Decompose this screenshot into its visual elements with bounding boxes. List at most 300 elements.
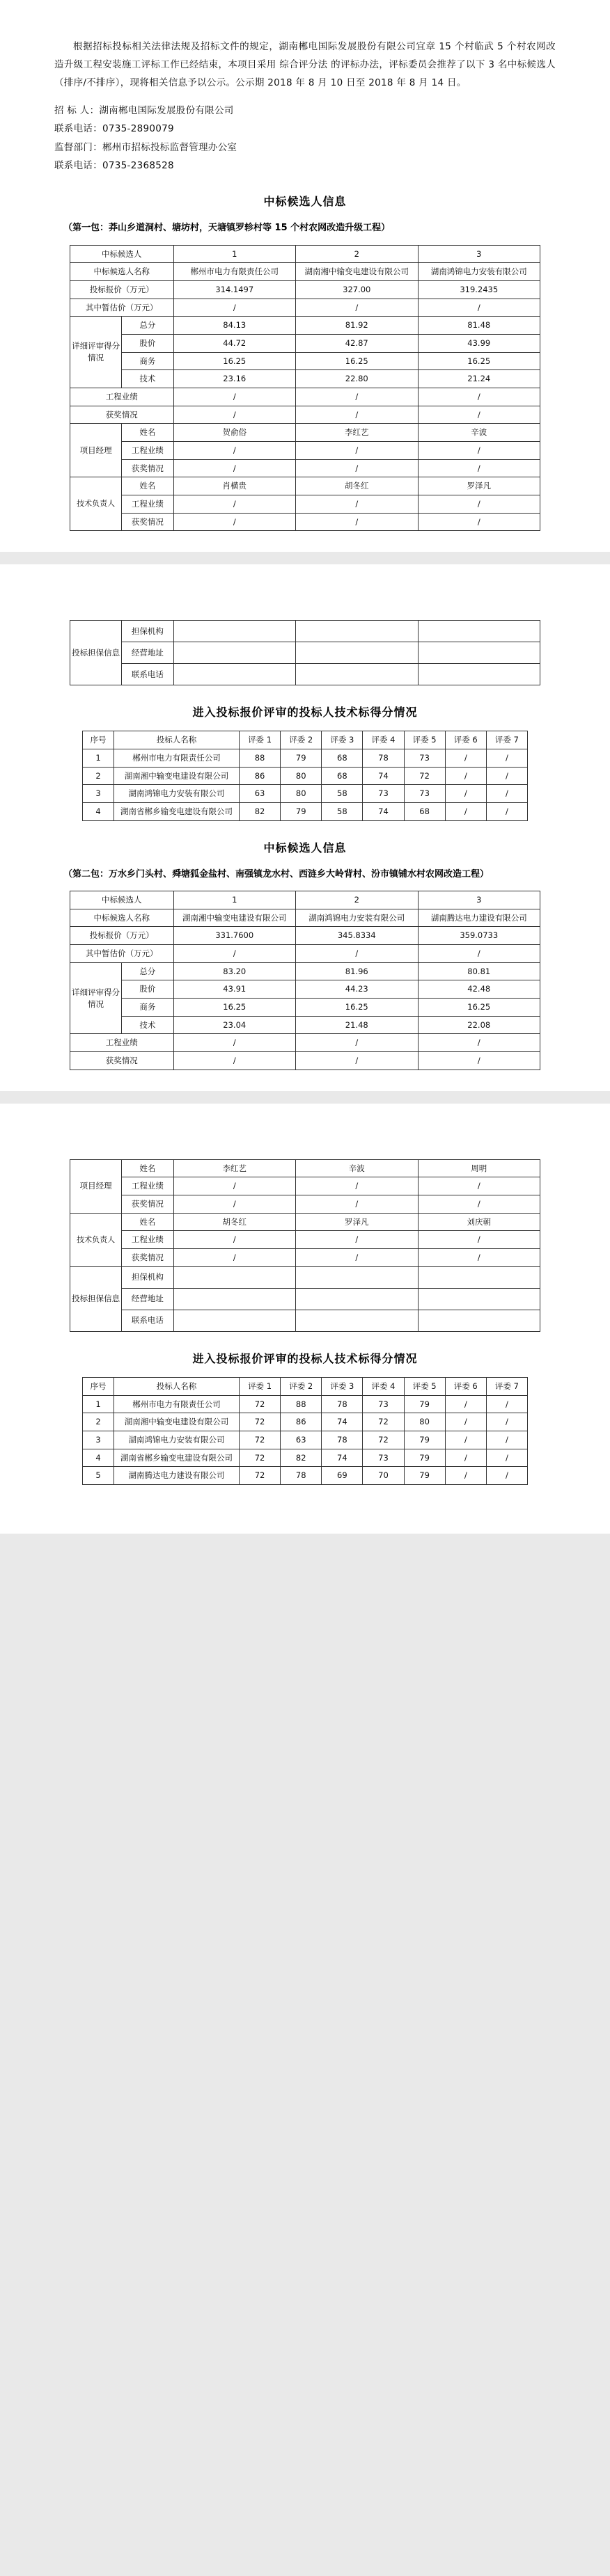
- row-value: /: [418, 388, 540, 406]
- row-value: /: [418, 1177, 540, 1195]
- score-cell: 72: [239, 1395, 280, 1413]
- row-label: 技术: [122, 370, 173, 388]
- col-header: 序号: [83, 1377, 114, 1395]
- rank-cell: 3: [418, 891, 540, 909]
- table-row: [70, 1159, 540, 1177]
- table-row: [70, 388, 540, 406]
- row-value: [296, 642, 419, 664]
- table-row: [70, 1266, 540, 1288]
- row-value: 43.99: [418, 334, 540, 352]
- candidate-table-2: [70, 891, 540, 1070]
- score-cell: /: [445, 785, 486, 803]
- table-row: [83, 1431, 528, 1449]
- row-value: /: [296, 1034, 419, 1052]
- score-cell: 78: [363, 749, 404, 768]
- row-label: 投标报价（万元）: [70, 280, 174, 299]
- row-label: 担保机构: [122, 1266, 173, 1288]
- score-cell: 78: [281, 1467, 322, 1485]
- row-label: 姓名: [122, 424, 173, 442]
- score-cell: 74: [322, 1449, 363, 1467]
- row-label: 经营地址: [122, 1288, 173, 1310]
- table-row: [70, 999, 540, 1017]
- score-cell: 72: [363, 1413, 404, 1431]
- bidder-name: 湖南湘中输变电建设有限公司: [114, 1413, 239, 1431]
- score-cell: /: [486, 785, 527, 803]
- row-value: /: [173, 1177, 296, 1195]
- score-cell: 74: [322, 1413, 363, 1431]
- score-section-title-1: 进入投标报价评审的投标人技术标得分情况: [192, 706, 418, 719]
- row-value: 81.96: [296, 962, 419, 980]
- table-row: [83, 767, 528, 785]
- row-value: [173, 621, 296, 642]
- table-row: [70, 1177, 540, 1195]
- col-header: 评委 2: [281, 731, 322, 749]
- col-header: 评委 7: [486, 1377, 527, 1395]
- row-value: /: [296, 1249, 419, 1267]
- row-value: 327.00: [296, 280, 419, 299]
- col-header: 评委 3: [322, 1377, 363, 1395]
- score-cell: 78: [322, 1431, 363, 1449]
- row-value: 331.7600: [173, 927, 296, 945]
- row-value: /: [173, 459, 296, 477]
- row-label: 总分: [122, 962, 173, 980]
- row-label: 联系电话: [122, 1310, 173, 1331]
- score-cell: 88: [239, 749, 280, 768]
- contact-line: 招 标 人：湖南郴电国际发展股份有限公司: [54, 104, 234, 116]
- score-table-1: [82, 731, 528, 820]
- col-header: 评委 1: [239, 731, 280, 749]
- row-value: [173, 1288, 296, 1310]
- row-value: /: [173, 1249, 296, 1267]
- rank-cell: 2: [296, 245, 419, 263]
- row-value: /: [173, 406, 296, 424]
- table-row: [70, 1288, 540, 1310]
- table-row: [83, 1467, 528, 1485]
- row-label: 联系电话: [122, 664, 173, 685]
- table-header-row: [83, 1377, 528, 1395]
- table-row: [83, 749, 528, 768]
- row-label: 工程业绩: [122, 495, 173, 513]
- tech-lead-group-label: 技术负责人: [70, 1213, 122, 1266]
- table-row: [70, 406, 540, 424]
- row-label: 中标候选人名称: [70, 909, 174, 927]
- row-value: 李红艺: [173, 1159, 296, 1177]
- col-header: 评委 3: [322, 731, 363, 749]
- score-cell: 69: [322, 1467, 363, 1485]
- row-label: 投标报价（万元）: [70, 927, 174, 945]
- project-manager-group-label: 项目经理: [70, 1159, 122, 1213]
- table-row: [70, 352, 540, 370]
- candidate-header-label: 中标候选人: [70, 245, 174, 263]
- score-cell: 80: [404, 1413, 445, 1431]
- guarantee-table-1: [70, 620, 540, 685]
- row-label: 工程业绩: [70, 1034, 174, 1052]
- score-cell: /: [486, 803, 527, 821]
- bidder-name: 湖南腾达电力建设有限公司: [114, 1467, 239, 1485]
- row-value: /: [173, 1034, 296, 1052]
- col-header: 投标人名称: [114, 731, 239, 749]
- score-cell: 79: [404, 1431, 445, 1449]
- row-label: 获奖情况: [70, 1052, 174, 1070]
- table-row: [70, 1310, 540, 1331]
- row-value: [418, 1266, 540, 1288]
- table-row: [70, 664, 540, 685]
- score-cell: 72: [239, 1413, 280, 1431]
- score-cell: 79: [404, 1449, 445, 1467]
- row-value: /: [296, 945, 419, 963]
- row-value: /: [418, 513, 540, 531]
- col-header: 评委 2: [281, 1377, 322, 1395]
- row-value: /: [418, 1195, 540, 1214]
- bidder-name: 湖南鸿锦电力安装有限公司: [114, 1431, 239, 1449]
- row-label: 总分: [122, 317, 173, 335]
- row-index: 2: [83, 1413, 114, 1431]
- bidder-name: 湖南鸿锦电力安装有限公司: [114, 785, 239, 803]
- rank-cell: 1: [173, 245, 296, 263]
- row-label: 其中暂估价（万元）: [70, 299, 174, 317]
- row-label: 工程业绩: [122, 441, 173, 459]
- table-row: [70, 334, 540, 352]
- score-cell: /: [486, 1431, 527, 1449]
- score-cell: 68: [404, 803, 445, 821]
- document-page-2: [0, 564, 610, 1090]
- table-row: [70, 370, 540, 388]
- table-row: [70, 513, 540, 531]
- guarantee-group-label: 投标担保信息: [70, 1266, 122, 1331]
- score-cell: /: [445, 1413, 486, 1431]
- score-cell: 68: [322, 767, 363, 785]
- row-value: /: [173, 299, 296, 317]
- row-value: /: [296, 441, 419, 459]
- row-index: 3: [83, 785, 114, 803]
- document-page-1: [0, 0, 610, 552]
- table-row: [70, 1052, 540, 1070]
- row-value: 湖南腾达电力建设有限公司: [418, 909, 540, 927]
- score-table-wrapper-1: [54, 731, 556, 820]
- row-label: 其中暂估价（万元）: [70, 945, 174, 963]
- score-cell: 82: [239, 803, 280, 821]
- row-value: [173, 1310, 296, 1331]
- guarantee-group-label: 投标担保信息: [70, 621, 122, 685]
- row-label: 获奖情况: [122, 459, 173, 477]
- col-header: 评委 4: [363, 1377, 404, 1395]
- row-value: 21.24: [418, 370, 540, 388]
- detail-score-group-label: 详细评审得分情况: [70, 962, 122, 1034]
- row-value: 湖南鸿锦电力安装有限公司: [418, 263, 540, 281]
- score-cell: /: [445, 749, 486, 768]
- row-index: 1: [83, 1395, 114, 1413]
- table-row: [70, 459, 540, 477]
- personnel-table-wrapper-2: [54, 1159, 556, 1332]
- row-value: 42.48: [418, 980, 540, 999]
- row-value: 359.0733: [418, 927, 540, 945]
- row-value: [418, 621, 540, 642]
- row-value: 李红艺: [296, 424, 419, 442]
- row-value: 湖南湘中输变电建设有限公司: [173, 909, 296, 927]
- row-value: 16.25: [173, 999, 296, 1017]
- row-value: [418, 642, 540, 664]
- table-row: [70, 642, 540, 664]
- table-row: [70, 621, 540, 642]
- score-cell: /: [486, 1467, 527, 1485]
- table-row: [83, 803, 528, 821]
- table-row: [83, 785, 528, 803]
- row-value: [173, 642, 296, 664]
- row-label: 中标候选人名称: [70, 263, 174, 281]
- row-label: 姓名: [122, 1213, 173, 1231]
- row-index: 5: [83, 1467, 114, 1485]
- detail-score-group-label: 详细评审得分情况: [70, 317, 122, 388]
- score-cell: 86: [239, 767, 280, 785]
- col-header: 评委 7: [486, 731, 527, 749]
- row-value: /: [173, 388, 296, 406]
- row-index: 4: [83, 1449, 114, 1467]
- row-value: 83.20: [173, 962, 296, 980]
- row-value: [296, 664, 419, 685]
- row-value: [173, 664, 296, 685]
- table-row: [70, 1195, 540, 1214]
- score-cell: 73: [404, 749, 445, 768]
- row-value: 辛波: [296, 1159, 419, 1177]
- score-cell: 68: [322, 749, 363, 768]
- score-cell: 72: [239, 1467, 280, 1485]
- row-value: /: [296, 513, 419, 531]
- row-index: 2: [83, 767, 114, 785]
- row-label: 工程业绩: [70, 388, 174, 406]
- col-header: 评委 5: [404, 731, 445, 749]
- score-section-title-2: 进入投标报价评审的投标人技术标得分情况: [192, 1351, 418, 1365]
- score-cell: /: [486, 1413, 527, 1431]
- row-value: 43.91: [173, 980, 296, 999]
- row-value: 16.25: [296, 352, 419, 370]
- score-cell: 79: [281, 803, 322, 821]
- row-value: /: [173, 1195, 296, 1214]
- project-manager-group-label: 项目经理: [70, 424, 122, 477]
- bidder-name: 湖南省郴乡输变电建设有限公司: [114, 803, 239, 821]
- score-cell: /: [445, 767, 486, 785]
- col-header: 序号: [83, 731, 114, 749]
- page-separator: [0, 1091, 610, 1104]
- guarantee-table-wrapper-1: [54, 620, 556, 685]
- score-cell: /: [445, 803, 486, 821]
- page-separator: [0, 552, 610, 564]
- row-label: 获奖情况: [70, 406, 174, 424]
- col-header: 投标人名称: [114, 1377, 239, 1395]
- row-label: 获奖情况: [122, 513, 173, 531]
- col-header: 评委 1: [239, 1377, 280, 1395]
- contact-line: 监督部门：郴州市招标投标监督管理办公室: [54, 141, 237, 153]
- package-subtitle: （第一包：莽山乡道洞村、塘坊村，天塘镇罗轸村等 15 个村农网改造升级工程）: [63, 223, 391, 234]
- row-value: 80.81: [418, 962, 540, 980]
- bidder-name: 湖南省郴乡输变电建设有限公司: [114, 1449, 239, 1467]
- score-table-wrapper-2: [54, 1377, 556, 1485]
- row-value: /: [296, 388, 419, 406]
- row-value: /: [296, 495, 419, 513]
- row-value: /: [296, 1052, 419, 1070]
- row-value: /: [418, 299, 540, 317]
- row-value: /: [173, 513, 296, 531]
- row-value: /: [418, 945, 540, 963]
- row-value: [296, 621, 419, 642]
- score-cell: 73: [363, 1395, 404, 1413]
- bidder-name: 湖南湘中输变电建设有限公司: [114, 767, 239, 785]
- row-value: 湖南湘中输变电建设有限公司: [296, 263, 419, 281]
- table-row: [70, 1016, 540, 1034]
- row-value: [296, 1288, 419, 1310]
- table-row: [83, 1395, 528, 1413]
- row-value: 16.25: [296, 999, 419, 1017]
- bidder-name: 郴州市电力有限责任公司: [114, 749, 239, 768]
- row-value: 345.8334: [296, 927, 419, 945]
- personnel-table-2: [70, 1159, 540, 1332]
- row-value: /: [296, 299, 419, 317]
- package-subtitle-2: （第二包：万水乡门头村、舜塘狐金盐村、南强镇龙水村、西涟乡大岭背村、汾市镇铺水村农网改造工程）: [63, 868, 490, 880]
- score-cell: 72: [239, 1449, 280, 1467]
- row-index: 1: [83, 749, 114, 768]
- row-value: /: [296, 1177, 419, 1195]
- score-cell: /: [445, 1449, 486, 1467]
- contact-line: 联系电话：0735-2368528: [54, 159, 174, 171]
- row-value: 84.13: [173, 317, 296, 335]
- row-value: /: [418, 1249, 540, 1267]
- table-row: [70, 263, 540, 281]
- col-header: 评委 6: [445, 1377, 486, 1395]
- page-title: 中标候选人信息: [263, 195, 347, 209]
- score-cell: 74: [363, 767, 404, 785]
- row-value: 辛波: [418, 424, 540, 442]
- row-value: 贺俞俗: [173, 424, 296, 442]
- row-value: 16.25: [173, 352, 296, 370]
- score-cell: 73: [363, 785, 404, 803]
- row-label: 获奖情况: [122, 1249, 173, 1267]
- score-cell: 70: [363, 1467, 404, 1485]
- score-cell: 80: [281, 785, 322, 803]
- rank-cell: 2: [296, 891, 419, 909]
- row-value: 16.25: [418, 352, 540, 370]
- row-label: 商务: [122, 352, 173, 370]
- row-value: 罗泽凡: [418, 477, 540, 495]
- row-value: /: [418, 1052, 540, 1070]
- row-value: [418, 664, 540, 685]
- row-value: /: [418, 459, 540, 477]
- row-label: 姓名: [122, 477, 173, 495]
- row-value: 314.1497: [173, 280, 296, 299]
- row-value: 44.72: [173, 334, 296, 352]
- score-cell: /: [486, 749, 527, 768]
- row-label: 担保机构: [122, 621, 173, 642]
- candidate-table-1: [70, 245, 540, 532]
- row-value: /: [418, 495, 540, 513]
- row-value: [296, 1266, 419, 1288]
- row-value: 23.04: [173, 1016, 296, 1034]
- score-cell: /: [445, 1467, 486, 1485]
- page-title-2: 中标候选人信息: [263, 841, 347, 854]
- score-cell: 82: [281, 1449, 322, 1467]
- rank-cell: 1: [173, 891, 296, 909]
- score-cell: /: [445, 1431, 486, 1449]
- candidate-table-wrapper-1: [54, 245, 556, 532]
- row-value: /: [418, 441, 540, 459]
- score-cell: 58: [322, 785, 363, 803]
- row-label: 工程业绩: [122, 1177, 173, 1195]
- score-cell: 74: [363, 803, 404, 821]
- row-value: 21.48: [296, 1016, 419, 1034]
- table-row: [70, 317, 540, 335]
- row-value: [418, 1288, 540, 1310]
- table-row: [70, 477, 540, 495]
- row-value: /: [418, 406, 540, 424]
- score-cell: 72: [363, 1431, 404, 1449]
- row-value: /: [296, 406, 419, 424]
- score-cell: /: [486, 1395, 527, 1413]
- row-value: 胡冬红: [173, 1213, 296, 1231]
- score-cell: 88: [281, 1395, 322, 1413]
- row-label: 股价: [122, 334, 173, 352]
- table-row: [70, 1034, 540, 1052]
- col-header: 评委 5: [404, 1377, 445, 1395]
- row-label: 技术: [122, 1016, 173, 1034]
- row-value: 郴州市电力有限责任公司: [173, 263, 296, 281]
- table-row: [70, 495, 540, 513]
- score-cell: 80: [281, 767, 322, 785]
- score-cell: 73: [404, 785, 445, 803]
- table-header-row: [83, 731, 528, 749]
- row-value: [296, 1310, 419, 1331]
- row-value: 罗泽凡: [296, 1213, 419, 1231]
- row-value: /: [418, 1034, 540, 1052]
- row-label: 商务: [122, 999, 173, 1017]
- table-row: [70, 945, 540, 963]
- row-value: 肖横贵: [173, 477, 296, 495]
- row-index: 4: [83, 803, 114, 821]
- notice-paragraph: 根据招标投标相关法律法规及招标文件的规定，湖南郴电国际发展股份有限公司宜章 15 个村临武 5 个村农网改造升级工程安装施工评标工作已经结束，本项目采用 综合评分法 的评标办法，评标委员会推荐了以下 3 名中标候选人（排序/不排序），现将相关信息予以公示。公示期 2018 年 8 月 10 日至 2018 年 8 月 14 日。: [54, 40, 556, 89]
- table-row: [83, 1449, 528, 1467]
- table-row: [70, 424, 540, 442]
- row-value: 42.87: [296, 334, 419, 352]
- row-value: /: [296, 1195, 419, 1214]
- row-value: 胡冬红: [296, 477, 419, 495]
- score-cell: 63: [239, 785, 280, 803]
- row-value: 319.2435: [418, 280, 540, 299]
- score-cell: 79: [281, 749, 322, 768]
- row-value: 44.23: [296, 980, 419, 999]
- score-cell: 78: [322, 1395, 363, 1413]
- row-value: /: [418, 1231, 540, 1249]
- score-table-2: [82, 1377, 528, 1485]
- table-row: [70, 299, 540, 317]
- table-row: [70, 980, 540, 999]
- rank-cell: 3: [418, 245, 540, 263]
- row-value: 刘庆朝: [418, 1213, 540, 1231]
- row-value: /: [173, 495, 296, 513]
- row-value: 湖南鸿锦电力安装有限公司: [296, 909, 419, 927]
- row-value: 16.25: [418, 999, 540, 1017]
- tech-lead-group-label: 技术负责人: [70, 477, 122, 531]
- row-value: /: [173, 441, 296, 459]
- table-row: [70, 909, 540, 927]
- score-cell: 72: [404, 767, 445, 785]
- row-value: 周明: [418, 1159, 540, 1177]
- table-row: [70, 441, 540, 459]
- table-row: [70, 245, 540, 263]
- score-cell: 79: [404, 1467, 445, 1485]
- score-cell: 72: [239, 1431, 280, 1449]
- contact-line: 联系电话：0735-2890079: [54, 123, 174, 135]
- candidate-table-wrapper-2: [54, 891, 556, 1070]
- row-value: /: [296, 459, 419, 477]
- document-page-3: [0, 1104, 610, 1534]
- table-row: [70, 962, 540, 980]
